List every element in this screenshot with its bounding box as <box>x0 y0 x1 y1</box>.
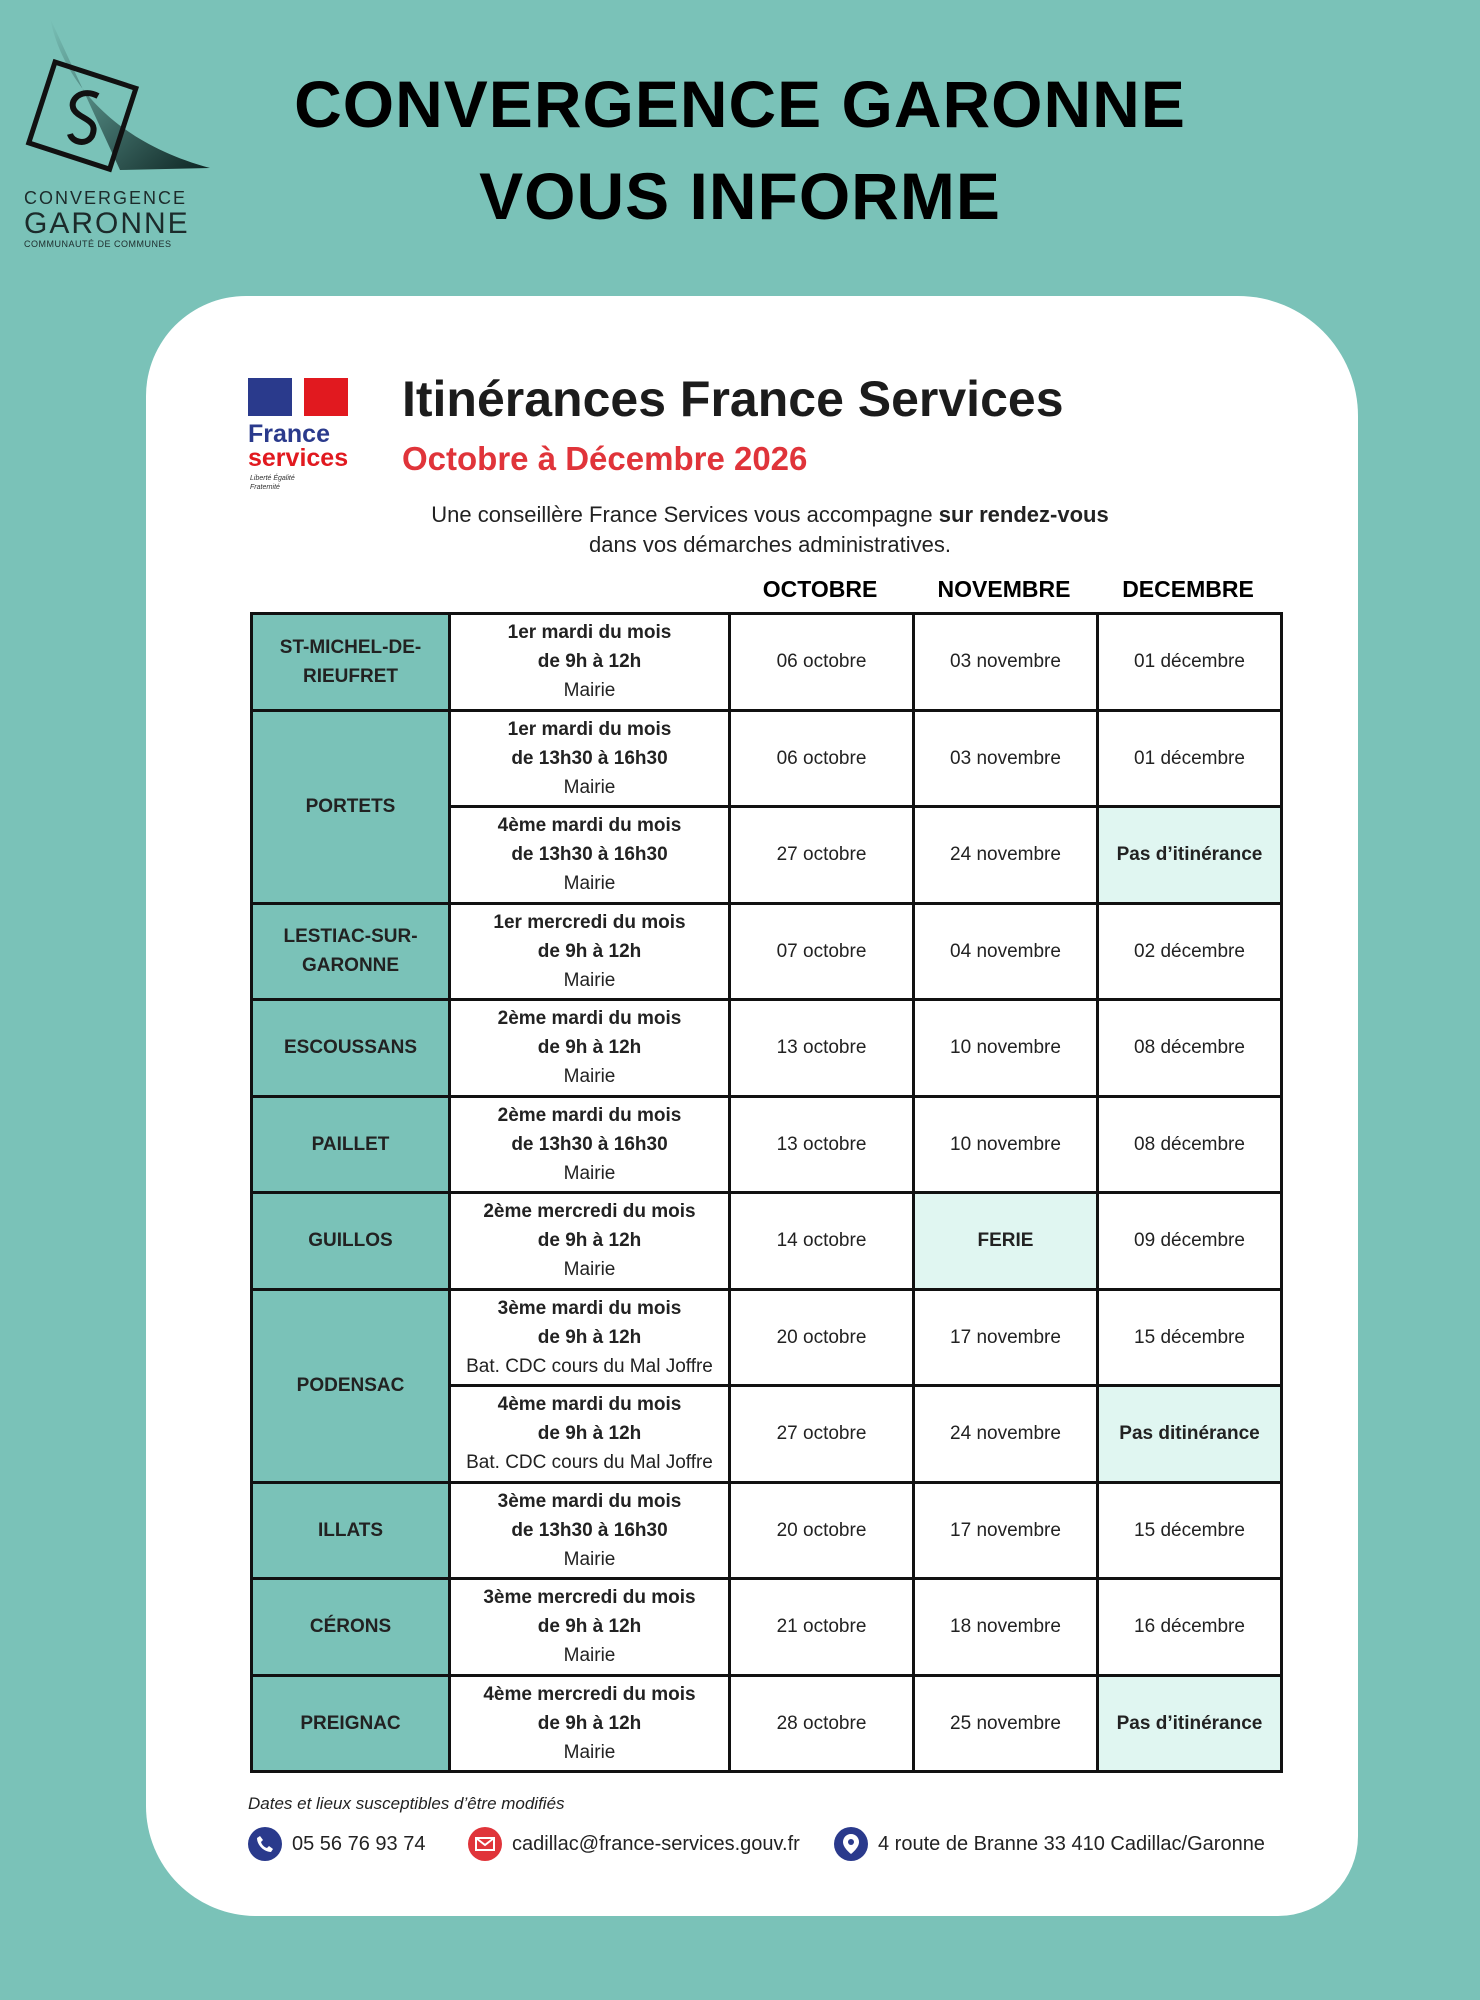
table-row <box>252 1000 1282 1097</box>
slot-frequency: 4ème mardi du mois <box>497 1394 682 1416</box>
date-cell-oct: 06 octobre <box>730 710 914 807</box>
slot-hours: de 9h à 12h <box>537 1616 642 1638</box>
slot-cell <box>450 1289 730 1386</box>
date-cell-oct: 21 octobre <box>730 1579 914 1676</box>
slot-frequency: 3ème mercredi du mois <box>483 1587 696 1609</box>
slot-hours: de 13h30 à 16h30 <box>511 747 668 769</box>
intro-line2: dans vos démarches administratives. <box>589 532 951 557</box>
logo-text-line2: GARONNE <box>24 207 190 240</box>
contact-phone <box>248 1824 425 1864</box>
email-icon <box>468 1827 502 1861</box>
date-cell-dec: 01 décembre <box>1098 614 1282 711</box>
commune-cell: ST-MICHEL-DE-RIEUFRET <box>252 614 450 711</box>
logo-text-line3: COMMUNAUTÉ DE COMMUNES <box>24 239 172 249</box>
slot-hours: de 9h à 12h <box>537 1037 642 1059</box>
commune-cell: PREIGNAC <box>252 1675 450 1772</box>
slot-place: Bat. CDC cours du Mal Joffre <box>466 1355 713 1377</box>
slot-frequency: 3ème mardi du mois <box>497 1297 682 1319</box>
table-row <box>252 614 1282 711</box>
slot-cell <box>450 1193 730 1290</box>
date-cell-dec: Pas ditinérance <box>1098 1386 1282 1483</box>
date-cell-dec: 08 décembre <box>1098 1000 1282 1097</box>
date-cell-nov: FERIE <box>914 1193 1098 1290</box>
slot-hours: de 9h à 12h <box>537 1423 642 1445</box>
contact-email[interactable] <box>468 1824 800 1864</box>
france-services-logo <box>248 378 358 508</box>
fs-logo-motto: Liberté Égalité Fraternité <box>250 475 295 491</box>
date-cell-nov: 25 novembre <box>914 1675 1098 1772</box>
logo-emblem-icon <box>20 18 210 188</box>
phone-icon <box>248 1827 282 1861</box>
commune-cell: ILLATS <box>252 1482 450 1579</box>
slot-hours: de 13h30 à 16h30 <box>511 1519 668 1541</box>
page-headline <box>260 58 1220 242</box>
intro-text <box>300 500 1240 560</box>
location-pin-icon <box>834 1827 868 1861</box>
date-cell-oct: 20 octobre <box>730 1289 914 1386</box>
date-cell-oct: 27 octobre <box>730 1386 914 1483</box>
slot-hours: de 9h à 12h <box>537 1230 642 1252</box>
table-row <box>252 1096 1282 1193</box>
slot-hours: de 9h à 12h <box>537 1712 642 1734</box>
date-cell-oct: 07 octobre <box>730 903 914 1000</box>
slot-place: Mairie <box>563 1548 616 1570</box>
slot-hours: de 9h à 12h <box>537 940 642 962</box>
commune-cell: ESCOUSSANS <box>252 1000 450 1097</box>
table-row <box>252 1193 1282 1290</box>
date-cell-dec: 01 décembre <box>1098 710 1282 807</box>
date-cell-oct: 13 octobre <box>730 1096 914 1193</box>
address-text: 4 route de Branne 33 410 Cadillac/Garonne <box>878 1832 1265 1855</box>
slot-cell <box>450 1675 730 1772</box>
table-row <box>252 903 1282 1000</box>
slot-cell <box>450 1386 730 1483</box>
month-header-december: DECEMBRE <box>1122 576 1254 602</box>
email-address[interactable]: cadillac@france-services.gouv.fr <box>512 1832 800 1855</box>
date-cell-nov: 03 novembre <box>914 614 1098 711</box>
commune-cell: PORTETS <box>252 710 450 903</box>
headline-line2: VOUS INFORME <box>479 159 1001 233</box>
slot-hours: de 9h à 12h <box>537 1326 642 1348</box>
slot-frequency: 2ème mardi du mois <box>497 1008 682 1030</box>
commune-cell: GUILLOS <box>252 1193 450 1290</box>
phone-number: 05 56 76 93 74 <box>292 1832 426 1855</box>
slot-cell <box>450 710 730 807</box>
slot-frequency: 1er mercredi du mois <box>493 911 686 933</box>
intro-part1: Une conseillère France Services vous accompagne <box>431 502 939 527</box>
date-cell-nov: 24 novembre <box>914 807 1098 904</box>
fs-logo-word2: services <box>248 444 349 472</box>
date-cell-dec: 15 décembre <box>1098 1482 1282 1579</box>
logo-text-line1: CONVERGENCE <box>24 188 188 208</box>
date-cell-oct: 14 octobre <box>730 1193 914 1290</box>
slot-place: Mairie <box>563 776 616 798</box>
date-cell-dec: 09 décembre <box>1098 1193 1282 1290</box>
slot-place: Mairie <box>563 680 616 702</box>
convergence-garonne-logo <box>20 18 210 258</box>
slot-hours: de 13h30 à 16h30 <box>511 1133 668 1155</box>
table-row <box>252 1289 1282 1386</box>
slot-cell <box>450 807 730 904</box>
date-cell-dec: Pas d’itinérance <box>1098 807 1282 904</box>
date-cell-oct: 06 octobre <box>730 614 914 711</box>
slot-place: Mairie <box>563 1741 616 1763</box>
slot-place: Mairie <box>563 1259 616 1281</box>
table-row <box>252 1675 1282 1772</box>
date-cell-dec: 16 décembre <box>1098 1579 1282 1676</box>
date-cell-dec: 02 décembre <box>1098 903 1282 1000</box>
date-cell-oct: 20 octobre <box>730 1482 914 1579</box>
table-row <box>252 1482 1282 1579</box>
commune-cell: PODENSAC <box>252 1289 450 1482</box>
date-cell-nov: 10 novembre <box>914 1096 1098 1193</box>
date-cell-nov: 18 novembre <box>914 1579 1098 1676</box>
slot-frequency: 4ème mercredi du mois <box>483 1683 696 1705</box>
slot-place: Mairie <box>563 969 616 991</box>
document-subtitle: Octobre à Décembre 2026 <box>402 440 808 477</box>
slot-frequency: 2ème mercredi du mois <box>483 1201 696 1223</box>
date-cell-nov: 10 novembre <box>914 1000 1098 1097</box>
document-title: Itinérances France Services <box>402 371 1064 427</box>
slot-frequency: 1er mardi du mois <box>507 718 672 740</box>
slot-place: Bat. CDC cours du Mal Joffre <box>466 1452 713 1474</box>
slot-cell <box>450 903 730 1000</box>
headline-line1: CONVERGENCE GARONNE <box>294 67 1186 141</box>
fs-logo-word1: France <box>248 420 330 448</box>
slot-cell <box>450 1000 730 1097</box>
slot-frequency: 1er mardi du mois <box>507 622 672 644</box>
table-row <box>252 710 1282 807</box>
date-cell-nov: 17 novembre <box>914 1482 1098 1579</box>
date-cell-nov: 17 novembre <box>914 1289 1098 1386</box>
intro-bold: sur rendez-vous <box>938 502 1109 527</box>
month-header-october: OCTOBRE <box>762 576 878 602</box>
slot-cell <box>450 1096 730 1193</box>
date-cell-nov: 03 novembre <box>914 710 1098 807</box>
slot-place: Mairie <box>563 1066 616 1088</box>
slot-cell <box>450 1579 730 1676</box>
slot-cell <box>450 614 730 711</box>
marianne-flag-icon <box>248 378 348 416</box>
slot-hours: de 13h30 à 16h30 <box>511 844 668 866</box>
date-cell-dec: Pas d’itinérance <box>1098 1675 1282 1772</box>
commune-cell: LESTIAC-SUR-GARONNE <box>252 903 450 1000</box>
date-cell-nov: 04 novembre <box>914 903 1098 1000</box>
month-header-november: NOVEMBRE <box>937 576 1071 602</box>
slot-frequency: 2ème mardi du mois <box>497 1104 682 1126</box>
date-cell-dec: 15 décembre <box>1098 1289 1282 1386</box>
slot-cell <box>450 1482 730 1579</box>
date-cell-oct: 13 octobre <box>730 1000 914 1097</box>
slot-frequency: 3ème mardi du mois <box>497 1490 682 1512</box>
slot-place: Mairie <box>563 873 616 895</box>
date-cell-nov: 24 novembre <box>914 1386 1098 1483</box>
schedule-table <box>250 612 1283 1773</box>
contact-address <box>834 1824 1265 1864</box>
table-row <box>252 1579 1282 1676</box>
commune-cell: CÉRONS <box>252 1579 450 1676</box>
slot-frequency: 4ème mardi du mois <box>497 815 682 837</box>
slot-place: Mairie <box>563 1162 616 1184</box>
date-cell-oct: 27 octobre <box>730 807 914 904</box>
slot-hours: de 9h à 12h <box>537 651 642 673</box>
footnote: Dates et lieux susceptibles d’être modifiés <box>248 1794 565 1813</box>
slot-place: Mairie <box>563 1645 616 1667</box>
date-cell-dec: 08 décembre <box>1098 1096 1282 1193</box>
commune-cell: PAILLET <box>252 1096 450 1193</box>
date-cell-oct: 28 octobre <box>730 1675 914 1772</box>
